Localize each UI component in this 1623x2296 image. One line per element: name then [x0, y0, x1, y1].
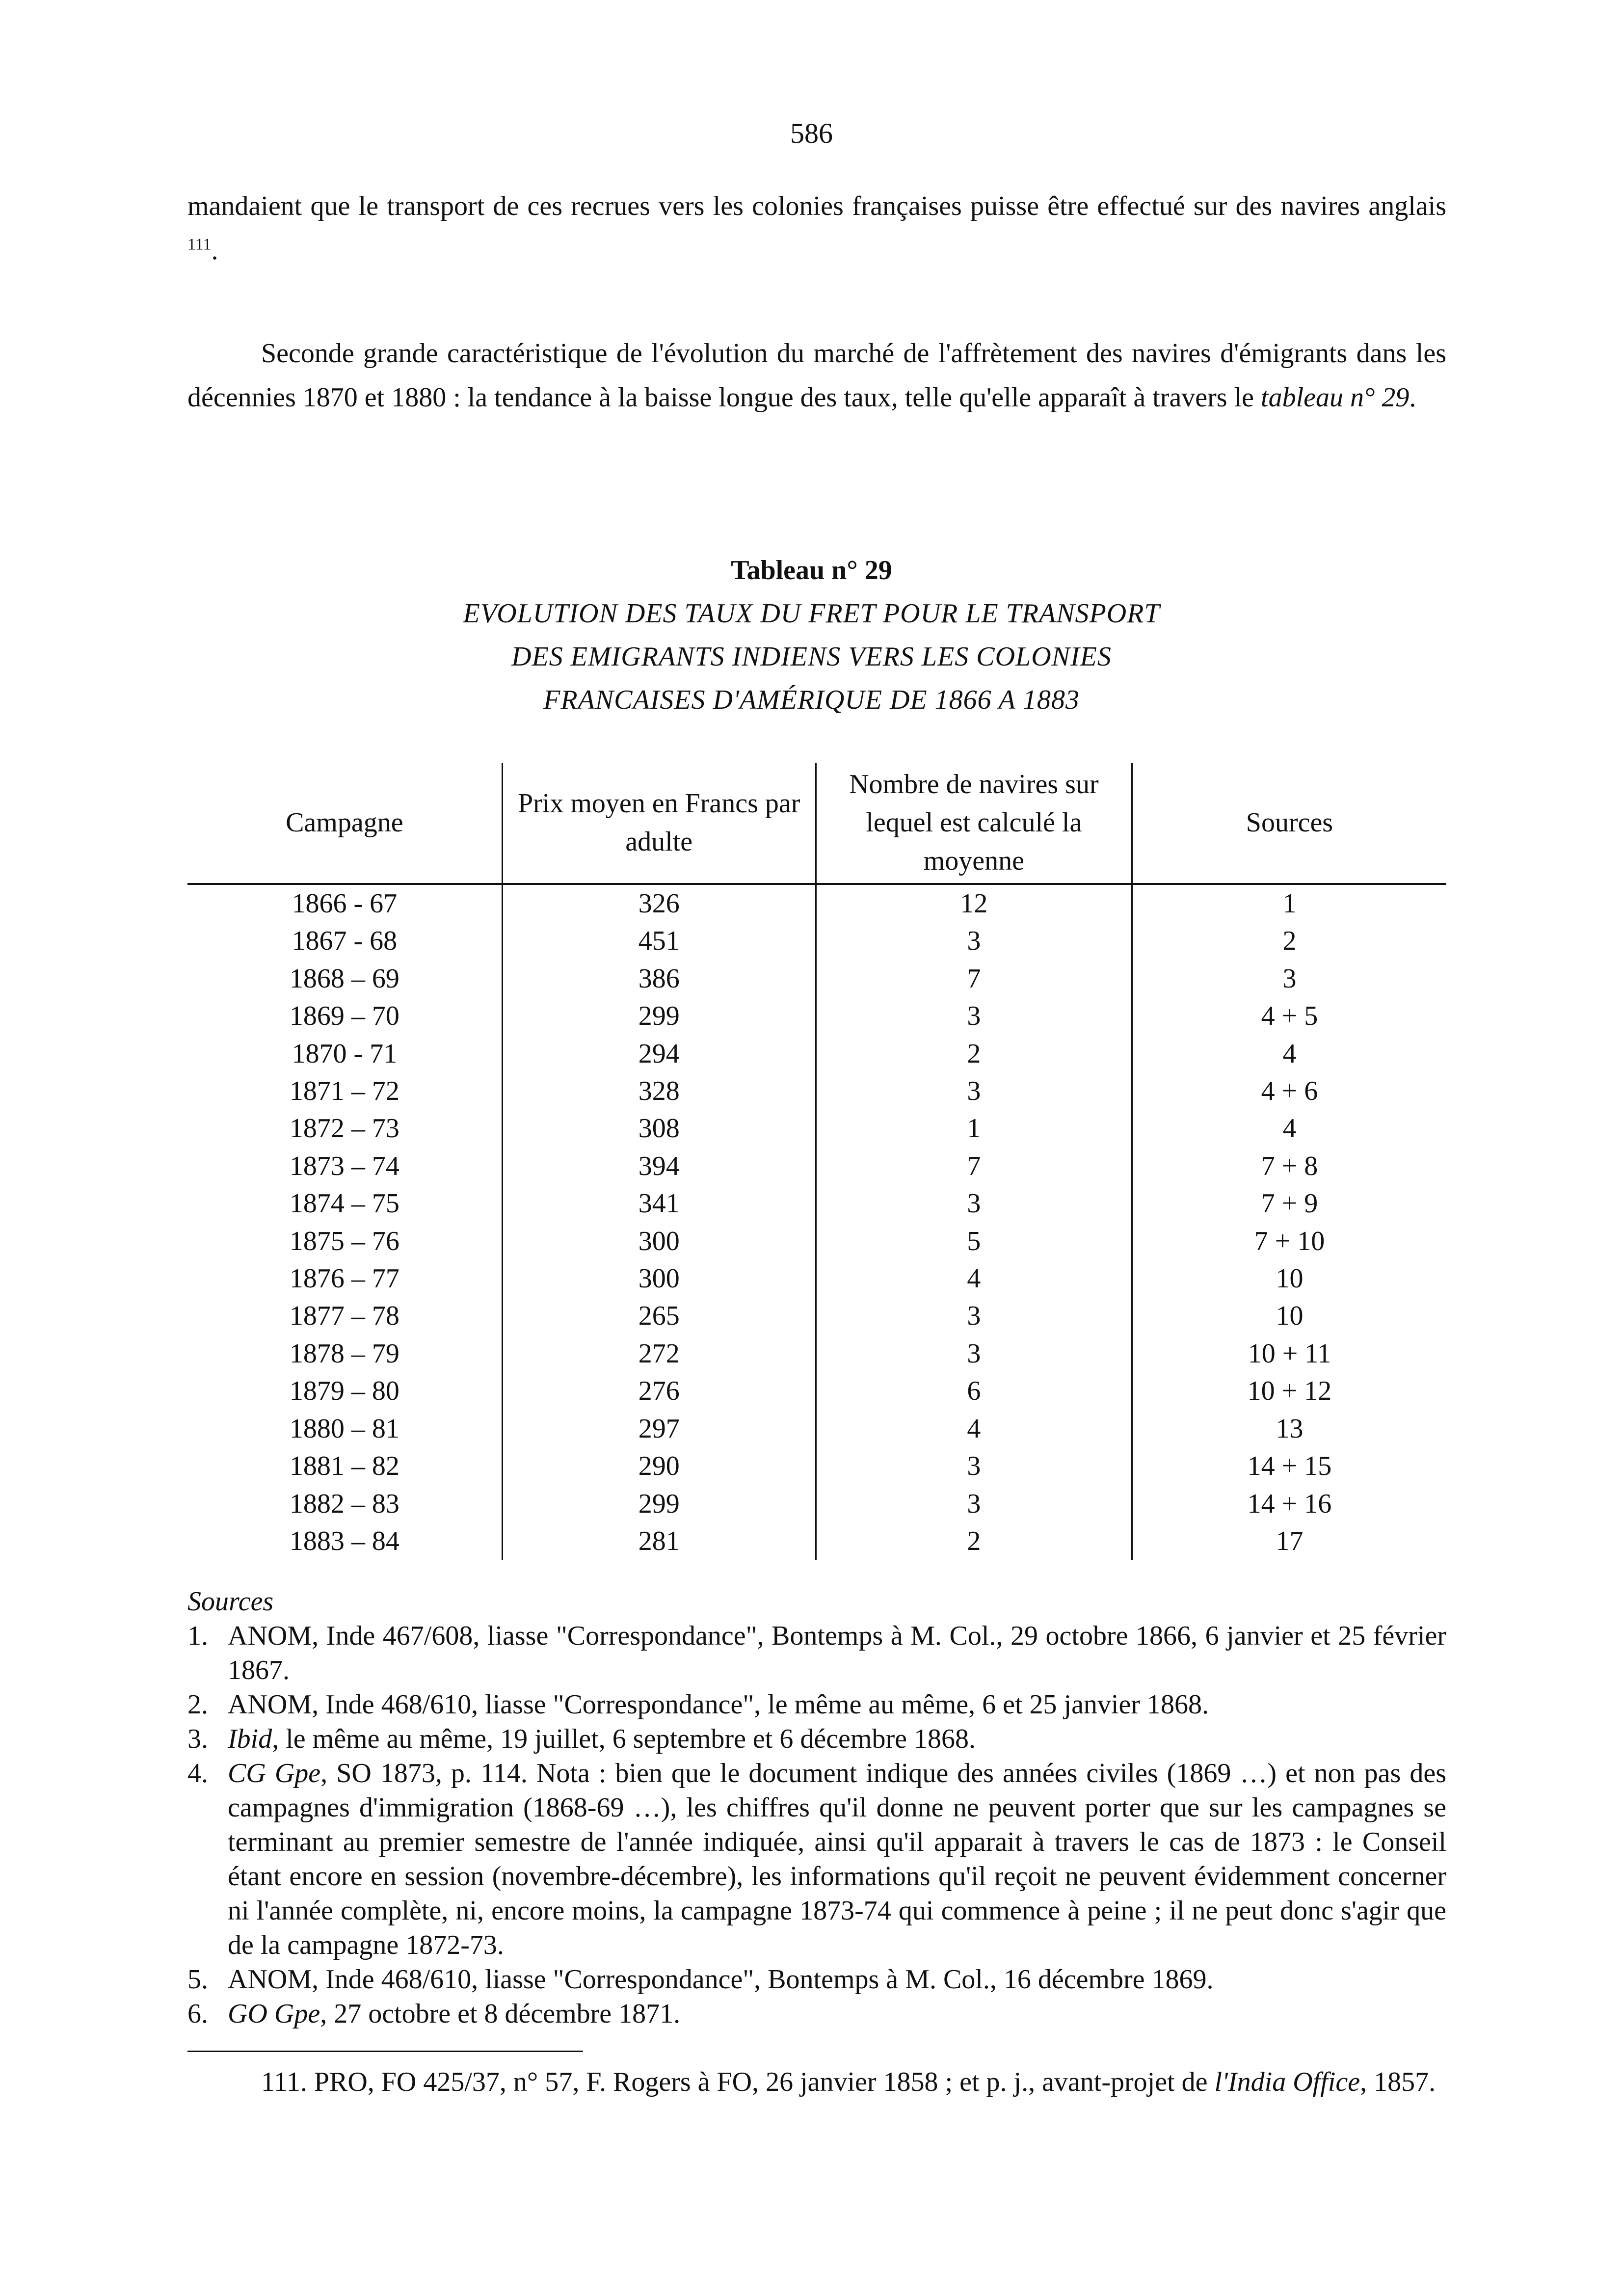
source-number: 1. [187, 1621, 208, 1651]
cell-sources: 7 + 9 [1132, 1185, 1446, 1222]
cell-prix: 451 [502, 922, 816, 960]
table-row [187, 1522, 1446, 1560]
source-body: ANOM, Inde 467/608, liasse "Correspondance", Bontemps à M. Col., 29 octobre 1866, 6 janvier et 25 février 1867. [228, 1621, 1446, 1685]
cell-sources: 4 + 5 [1132, 997, 1446, 1035]
cell-navires: 3 [816, 1072, 1132, 1110]
cell-campagne: 1871 – 72 [289, 1076, 399, 1107]
paragraph-2-text: Seconde grande caractéristique de l'évolution du marché de l'affrètement des navires d'émigrants dans les décennies 1870 et 1880 : la tendance à la baisse longue des taux, telle qu'elle apparaît à travers le [187, 338, 1446, 413]
cell-navires: 3 [816, 997, 1132, 1035]
paragraph-1-end: . [211, 235, 218, 266]
table-row [187, 922, 1446, 960]
source-text [228, 1722, 1446, 1756]
source-italic: CG Gpe [228, 1758, 321, 1789]
footnote-111 [187, 2064, 1446, 2100]
cell-prix: 300 [502, 1260, 816, 1297]
source-item-3 [187, 1722, 1446, 1756]
table-header-row [187, 763, 1446, 884]
cell-navires: 3 [816, 922, 1132, 960]
cell-campagne: 1870 - 71 [292, 1038, 398, 1069]
cell-prix: 308 [502, 1110, 816, 1147]
table-title-line-2: DES EMIGRANTS INDIENS VERS LES COLONIES [511, 641, 1112, 672]
cell-navires: 7 [816, 1148, 1132, 1185]
cell-campagne: 1879 – 80 [289, 1376, 399, 1407]
header-sources: Sources [1132, 763, 1446, 884]
cell-navires: 3 [816, 1447, 1132, 1485]
source-text [228, 1962, 1446, 1997]
cell-prix: 326 [502, 884, 816, 922]
cell-prix: 386 [502, 960, 816, 997]
cell-campagne: 1874 – 75 [289, 1188, 399, 1219]
cell-prix: 299 [502, 997, 816, 1035]
cell-sources: 10 [1132, 1260, 1446, 1297]
source-number: 5. [187, 1964, 208, 1995]
table-row [187, 1372, 1446, 1410]
source-italic: GO Gpe [228, 1999, 320, 2029]
footnote-separator [187, 2051, 583, 2052]
cell-campagne: 1867 - 68 [292, 926, 398, 957]
table-row [187, 960, 1446, 997]
source-number: 6. [187, 1999, 208, 2029]
cell-navires: 2 [816, 1522, 1132, 1560]
cell-campagne: 1872 – 73 [289, 1113, 399, 1144]
cell-sources: 10 + 11 [1132, 1335, 1446, 1372]
sources-list [187, 1584, 1446, 2031]
source-body: ANOM, Inde 468/610, liasse "Correspondance", le même au même, 6 et 25 janvier 1868. [228, 1689, 1209, 1720]
table-number: Tableau n° 29 [731, 555, 892, 586]
table-reference: tableau n° 29 [1261, 382, 1410, 413]
cell-navires: 5 [816, 1223, 1132, 1260]
cell-prix: 276 [502, 1372, 816, 1410]
source-body: ANOM, Inde 468/610, liasse "Correspondance", Bontemps à M. Col., 16 décembre 1869. [228, 1964, 1214, 1995]
cell-prix: 272 [502, 1335, 816, 1372]
table-row [187, 1297, 1446, 1335]
cell-sources: 3 [1132, 960, 1446, 997]
cell-navires: 3 [816, 1485, 1132, 1522]
sources-heading: Sources [187, 1586, 274, 1617]
source-text [228, 1997, 1446, 2031]
cell-prix: 328 [502, 1072, 816, 1110]
cell-navires: 7 [816, 960, 1132, 997]
table-row [187, 1185, 1446, 1222]
source-text [228, 1756, 1446, 1962]
table-row [187, 1335, 1446, 1372]
cell-campagne: 1882 – 83 [289, 1488, 399, 1519]
cell-sources: 4 [1132, 1035, 1446, 1072]
source-italic: Ibid [228, 1724, 272, 1754]
source-body: , SO 1873, p. 114. Nota : bien que le document indique des années civiles (1869 …) et non pas des campagnes d'immigration (1868-69 …), les chiffres qu'il donne ne peuvent porter que sur les campagnes se terminant au premier semestre de l'année indiquée, ainsi qu'il apparait à travers le cas de 1873 : le Conseil étant encore en session (novembre-décembre), les informations qu'il reçoit ne peuvent évidemment concerner ni l'année complète, ni, encore moins, la campagne 1873-74 qui commence à peine ; il ne peut donc s'agir que de la campagne 1872-73. [228, 1758, 1446, 1960]
freight-rates-table [187, 763, 1446, 1560]
table-title-line-1: EVOLUTION DES TAUX DU FRET POUR LE TRANSPORT [463, 598, 1160, 629]
table-heading [0, 549, 1623, 721]
cell-prix: 294 [502, 1035, 816, 1072]
cell-navires: 6 [816, 1372, 1132, 1410]
source-number: 2. [187, 1689, 208, 1720]
footnote-end: , 1857. [1360, 2067, 1436, 2097]
table-title-line-3: FRANCAISES D'AMÉRIQUE DE 1866 A 1883 [543, 685, 1080, 715]
cell-prix: 341 [502, 1185, 816, 1222]
cell-prix: 299 [502, 1485, 816, 1522]
cell-navires: 12 [816, 884, 1132, 922]
cell-campagne: 1877 – 78 [289, 1301, 399, 1332]
cell-navires: 1 [816, 1110, 1132, 1147]
source-text [228, 1687, 1446, 1722]
table-row [187, 1148, 1446, 1185]
source-item-1 [187, 1619, 1446, 1687]
cell-campagne: 1880 – 81 [289, 1413, 399, 1444]
cell-sources: 1 [1132, 884, 1446, 922]
source-item-5 [187, 1962, 1446, 1997]
table-row [187, 1447, 1446, 1485]
cell-prix: 290 [502, 1447, 816, 1485]
table-row [187, 884, 1446, 922]
table-row [187, 1485, 1446, 1522]
cell-campagne: 1873 – 74 [289, 1150, 399, 1181]
cell-navires: 3 [816, 1335, 1132, 1372]
table-row [187, 1072, 1446, 1110]
table-row [187, 1223, 1446, 1260]
footnote-ref-111[interactable]: 111 [187, 235, 212, 254]
table-row [187, 1410, 1446, 1447]
paragraph-1-text: mandaient que le transport de ces recrues vers les colonies françaises puisse être effectué sur des navires anglais [187, 191, 1446, 221]
cell-navires: 2 [816, 1035, 1132, 1072]
cell-campagne: 1881 – 82 [289, 1451, 399, 1482]
body-paragraph-1 [187, 184, 1446, 272]
cell-prix: 281 [502, 1522, 816, 1560]
cell-sources: 10 + 12 [1132, 1372, 1446, 1410]
cell-prix: 300 [502, 1223, 816, 1260]
cell-campagne: 1883 – 84 [289, 1525, 399, 1556]
body-paragraph-2 [187, 331, 1446, 420]
table-row [187, 997, 1446, 1035]
source-body: , le même au même, 19 juillet, 6 septembre et 6 décembre 1868. [272, 1724, 976, 1754]
footnote-italic: l'India Office [1214, 2067, 1360, 2097]
cell-sources: 4 + 6 [1132, 1072, 1446, 1110]
source-item-6 [187, 1997, 1446, 2031]
cell-sources: 13 [1132, 1410, 1446, 1447]
cell-prix: 394 [502, 1148, 816, 1185]
footnote-text: 111. PRO, FO 425/37, n° 57, F. Rogers à FO, 26 janvier 1858 ; et p. j., avant-projet de [261, 2067, 1215, 2097]
table-row [187, 1260, 1446, 1297]
source-item-2 [187, 1687, 1446, 1722]
paragraph-2-end: . [1409, 382, 1416, 413]
cell-prix: 297 [502, 1410, 816, 1447]
cell-sources: 14 + 15 [1132, 1447, 1446, 1485]
header-nombre-navires: Nombre de navires sur lequel est calculé la moyenne [816, 763, 1132, 884]
cell-sources: 10 [1132, 1297, 1446, 1335]
source-text [228, 1619, 1446, 1687]
cell-campagne: 1869 – 70 [289, 1001, 399, 1032]
header-campagne: Campagne [187, 763, 502, 884]
cell-prix: 265 [502, 1297, 816, 1335]
cell-campagne: 1876 – 77 [289, 1263, 399, 1294]
cell-navires: 3 [816, 1185, 1132, 1222]
cell-campagne: 1868 – 69 [289, 963, 399, 994]
cell-navires: 3 [816, 1297, 1132, 1335]
cell-campagne: 1878 – 79 [289, 1338, 399, 1369]
source-body: , 27 octobre et 8 décembre 1871. [320, 1999, 681, 2029]
source-number: 4. [187, 1758, 208, 1789]
cell-sources: 17 [1132, 1522, 1446, 1560]
cell-sources: 4 [1132, 1110, 1446, 1147]
cell-sources: 7 + 8 [1132, 1148, 1446, 1185]
header-prix-moyen: Prix moyen en Francs par adulte [502, 763, 816, 884]
cell-campagne: 1866 - 67 [292, 888, 398, 919]
table-row [187, 1035, 1446, 1072]
cell-campagne: 1875 – 76 [289, 1226, 399, 1256]
cell-navires: 4 [816, 1410, 1132, 1447]
source-number: 3. [187, 1724, 208, 1754]
cell-sources: 7 + 10 [1132, 1223, 1446, 1260]
cell-navires: 4 [816, 1260, 1132, 1297]
page-number: 586 [790, 117, 833, 149]
cell-sources: 14 + 16 [1132, 1485, 1446, 1522]
cell-sources: 2 [1132, 922, 1446, 960]
source-item-4 [187, 1756, 1446, 1962]
table-row [187, 1110, 1446, 1147]
